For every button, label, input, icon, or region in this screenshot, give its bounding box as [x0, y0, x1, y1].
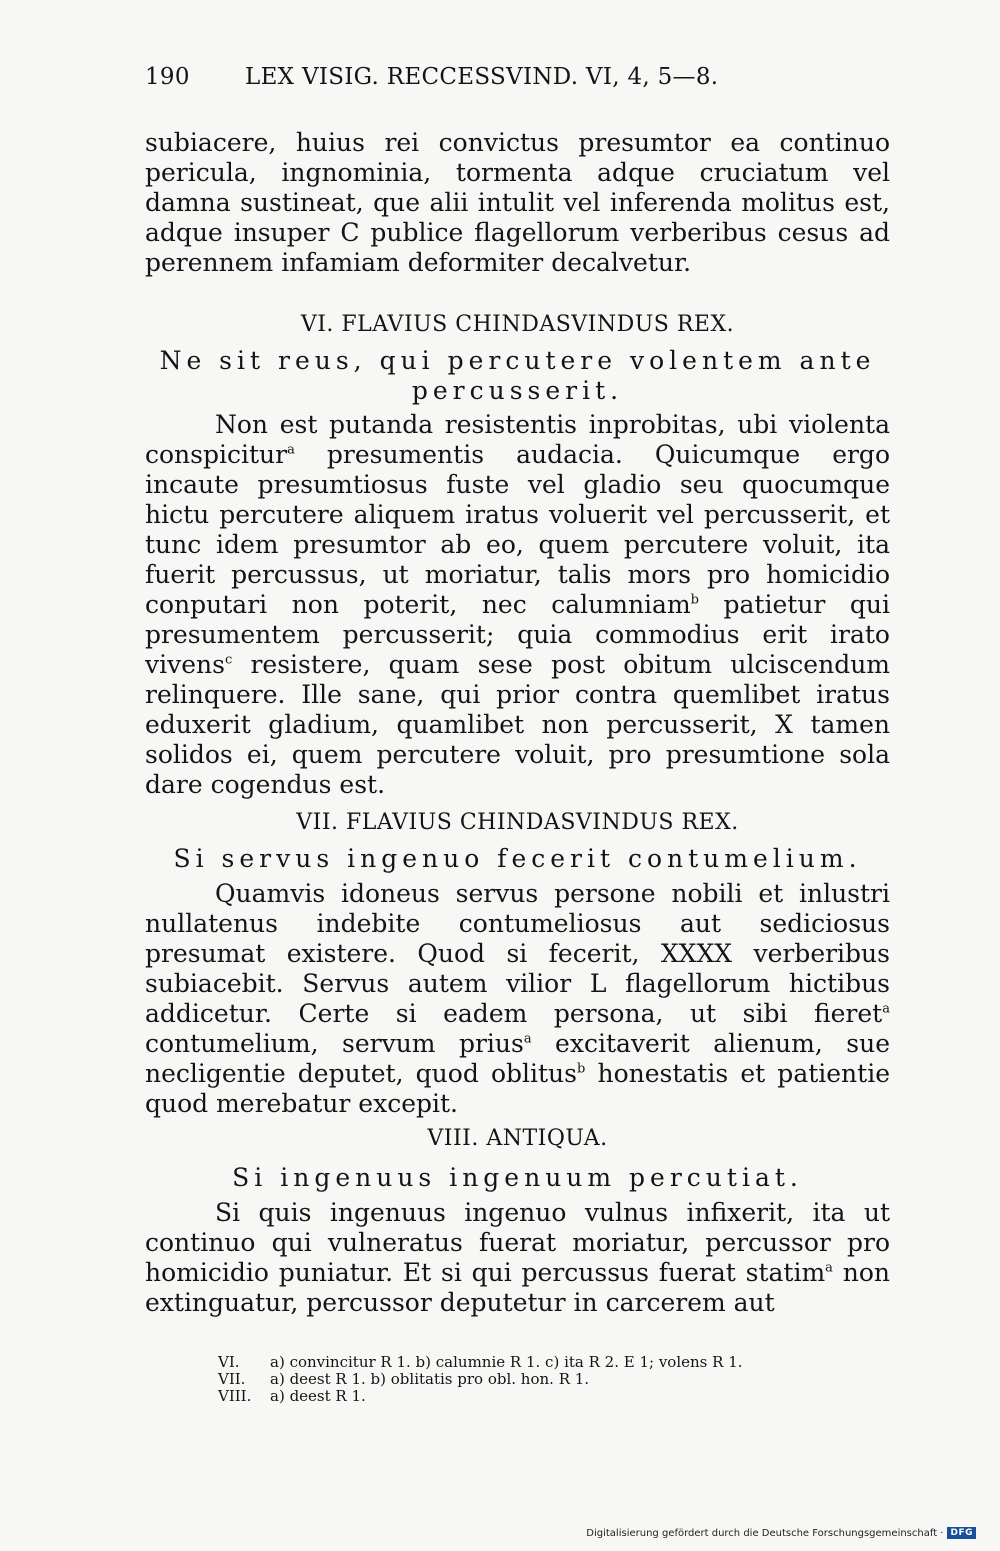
dfg-logo: DFG: [947, 1527, 976, 1539]
running-title: LEX VISIG. RECCESSVIND. VI, 4, 5—8.: [245, 64, 719, 90]
rubric-vi: Ne sit reus, qui percutere volentem ante percusserit.: [159, 346, 876, 405]
footnote-marker: a: [882, 1001, 890, 1017]
footnote-row: VI. a) convincitur R 1. b) calumnie R 1. c) ita R 2. E 1; volens R 1.: [218, 1353, 743, 1371]
credit-text: Digitalisierung gefördert durch die Deutsche Forschungsgemeinschaft ·: [586, 1527, 944, 1539]
law-heading-vi: VI. FLAVIUS CHINDASVINDUS REX.: [300, 312, 735, 337]
footnote-marker: b: [690, 592, 699, 608]
law-heading-viii: VIII. ANTIQUA.: [427, 1126, 608, 1151]
section-vi-body: [145, 410, 890, 800]
footnote-row: VII. a) deest R 1. b) oblitatis pro obl. hon. R 1.: [218, 1370, 590, 1388]
rubric-vii: Si servus ingenuo fecerit contumelium.: [173, 844, 862, 873]
footnote-marker: a: [825, 1260, 833, 1276]
rubric-viii: Si ingenuus ingenuum percutiat.: [232, 1163, 803, 1192]
paragraph: Non est putanda resistentis inprobitas, ubi violenta conspicitur$^a$ presumentis audacia. Quicumque ergo incaute presumtiosus fuste vel gladio seu quocumque hictu percutere aliquem iratus voluerit vel percusserit, et tunc idem presumtor ab eo, quem percutere voluit, ita fuerit percussus, ut moriatur, talis mors pro homicidio conputari non poterit, nec calumniam$^b$ patietur qui presumentem percusserit; quia commodius erit irato vivens$^c$ resistere, quam sese post obitum ulciscendum relinquere. Ille sane, qui prior contra quemlibet iratus eduxerit gladium, quamlibet non percusserit, X tamen solidos ei, quem percutere voluit, pro presumtione sola dare cogendus est.: [145, 410, 890, 799]
footnote-marker: c: [224, 652, 233, 668]
running-head: [145, 64, 755, 90]
paragraph: Quamvis idoneus servus persone nobili et inlustri nullatenus indebite contumeliosus aut sediciosus presumat existere. Quod si fecerit, XXXX verberibus subiacebit. Servus autem vilior L flagellorum hictibus addicetur. Certe si eadem persona, ut sibi fieret$^a$ contumelium, servum prius$^a$ excitaverit alienum, sue necligentie deputet, quod oblitus$^b$ honestatis et patientie quod merebatur excepit.: [145, 879, 890, 1118]
digitization-credit: [586, 1527, 976, 1539]
section-vii-body: [145, 879, 890, 1119]
paragraph: Si quis ingenuus ingenuo vulnus infixerit, ita ut continuo qui vulneratus fuerat moriatur, percussor pro homicidio puniatur. Et si qui percussus fuerat statim$^a$ non extinguatur, percussor deputetur in carcerem aut: [145, 1198, 890, 1317]
footnote-row: VIII. a) deest R 1.: [218, 1387, 366, 1405]
footnote-marker: a: [523, 1031, 532, 1047]
section-viii-body: [145, 1198, 890, 1318]
paragraph: subiacere, huius rei convictus presumtor ea continuo pericula, ingnominia, tormenta adque cruciatum vel damna sustineat, que alii intulit vel inferenda molitus est, adque insuper C publice flagellorum verberibus cesus ad perennem infamiam deformiter decalvetur.: [145, 128, 890, 277]
footnote-marker: a: [287, 442, 295, 458]
law-heading-vii: VII. FLAVIUS CHINDASVINDUS REX.: [296, 810, 739, 835]
page-number: 190: [145, 64, 190, 90]
section-v-tail: [145, 128, 890, 278]
footnote-marker: b: [577, 1061, 586, 1077]
footnotes: [218, 1354, 743, 1405]
